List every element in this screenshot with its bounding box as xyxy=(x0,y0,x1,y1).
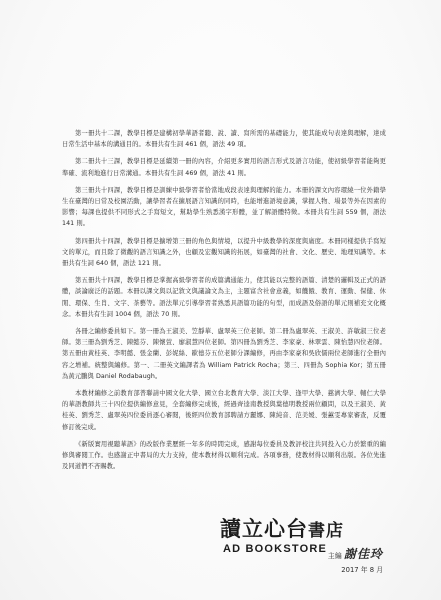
signature-name: 謝佳玲 xyxy=(343,547,383,561)
watermark-name: 讀立心台 xyxy=(220,517,308,541)
paragraph: 第四冊共十四課，教學目標是擴增第三冊的角色與情境，以提升中級教學的深度與廣度。本冊同樣提供手寫短文的單元，而且除了微觀的語言知識之外，也顧及宏觀知識的拓展，如臺灣的社會、文化、歷史、地理知識等。本冊共有生詞 640 個，語法 121 則。 xyxy=(62,237,386,268)
paragraph: 第二冊共十三課，教學目標是延續第一冊的內容，介紹更多實用的語言形式及語言功能，使初級學習者能夠更準確、流利地進行日常溝通。本冊共有生詞 469 個，語法 41 則。 xyxy=(62,158,386,177)
bookstore-watermark xyxy=(220,517,344,555)
foreword-body xyxy=(62,128,386,472)
paragraph: 第五冊共十四課，教學目標是掌握高級學習者的成篇溝通能力，使其能以完整的語篇、清楚的邏輯及正式的語體，談論廣泛的話題。本冊以課文與以記敘文與議論文為主，主題富含社會意義，如饑餓、教育、運動、保健、休閒、環保、生肖、文字、茶藝等。語法單元引導學習者熟悉具語篇功能的句型，而成語及俗語的單元則補充文化概念。本冊共有生詞 1004 個，語法 70 則。 xyxy=(62,277,386,318)
signature-date: 2017 年 8 月 xyxy=(341,566,383,574)
signature-role: 主編 xyxy=(327,552,342,560)
watermark-suffix: 書店 xyxy=(308,521,344,541)
paragraph: 第三冊共十四課，教學目標是訓練中級學習者恰當地成段表達與理解的能力。本冊的課文內容環繞一位外籍學生在臺灣的日常及校園活動，讓學習者在擴展語言知識的同時，也能增進語境意識，掌握人物、場景等外在因素的影響；每課也提供不同形式之手寫短文，幫助學生熟悉漢字形體，並了解語體特徵。本冊共有生詞 559 個，語法 141 則。 xyxy=(62,186,386,228)
paragraph: 本教材編修之前教育部普聯請中國文化大學、國立台北教育大學、淡江大學、逢甲大學、慈濟大學、輔仁大學的華語教師共三十四位提供編修意見，全套編修完成後，經過齊逵南教授與葉德明教授兩位顧問，以及王淑美、黃桂英、劉秀芝、盧翠英四位委員逐心審閱，後經四位教育部聘請方麗娜、陳純音、范美媛、張蕙雯專家審查，反覆修訂後完成。 xyxy=(62,390,386,431)
watermark-logo-text xyxy=(220,517,344,542)
paragraph: 各冊之編修委員如下。第一冊為王淑美、笠靜華、盧翠英三位老師。第二冊為盧翠英、王淑美、許敏淑三位老師。第三冊為劉秀芝、陳懿芬、陳懷萱、廖淑慧四位老師。第四冊為劉秀芝、李家豪、林翠雲、陳怡慧四位老師。第五冊由黃桂英、李明懿、張金蘭、彭妮絲、歐德芬五位老師分課編修，再由李家豪和吳欣儒兩位老師進行全冊內容之增補。統整與編修。第一、二冊英文編譯者為 William Patrick Rocha；第三、四冊為 Sophia Kor；第五冊為黃元鵬與 Daniel Rodabaugh。 xyxy=(62,328,386,380)
paragraph: 第一冊共十二課，教學目標是建構初學華語者聽、說、讀、寫所需的基礎能力，使其能成句表達與理解，達成日常生活中基本的溝通目的。本冊共有生詞 461 個，語法 49 項。 xyxy=(62,130,386,149)
paragraph: 《新版實用視聽華語》的改版作業歷經一年多的時間完成，感謝每位委員及教評校注共同投入心力於繁重的編修與審閱工作。也感謝正中書局的大力支持，使本教材得以順利完成。各項事務，使教材得以順利出版。各位先進及同道們不吝賜教。 xyxy=(62,440,386,471)
watermark-english: AD BOOKSTORE xyxy=(222,543,328,555)
signature-block xyxy=(328,548,383,576)
